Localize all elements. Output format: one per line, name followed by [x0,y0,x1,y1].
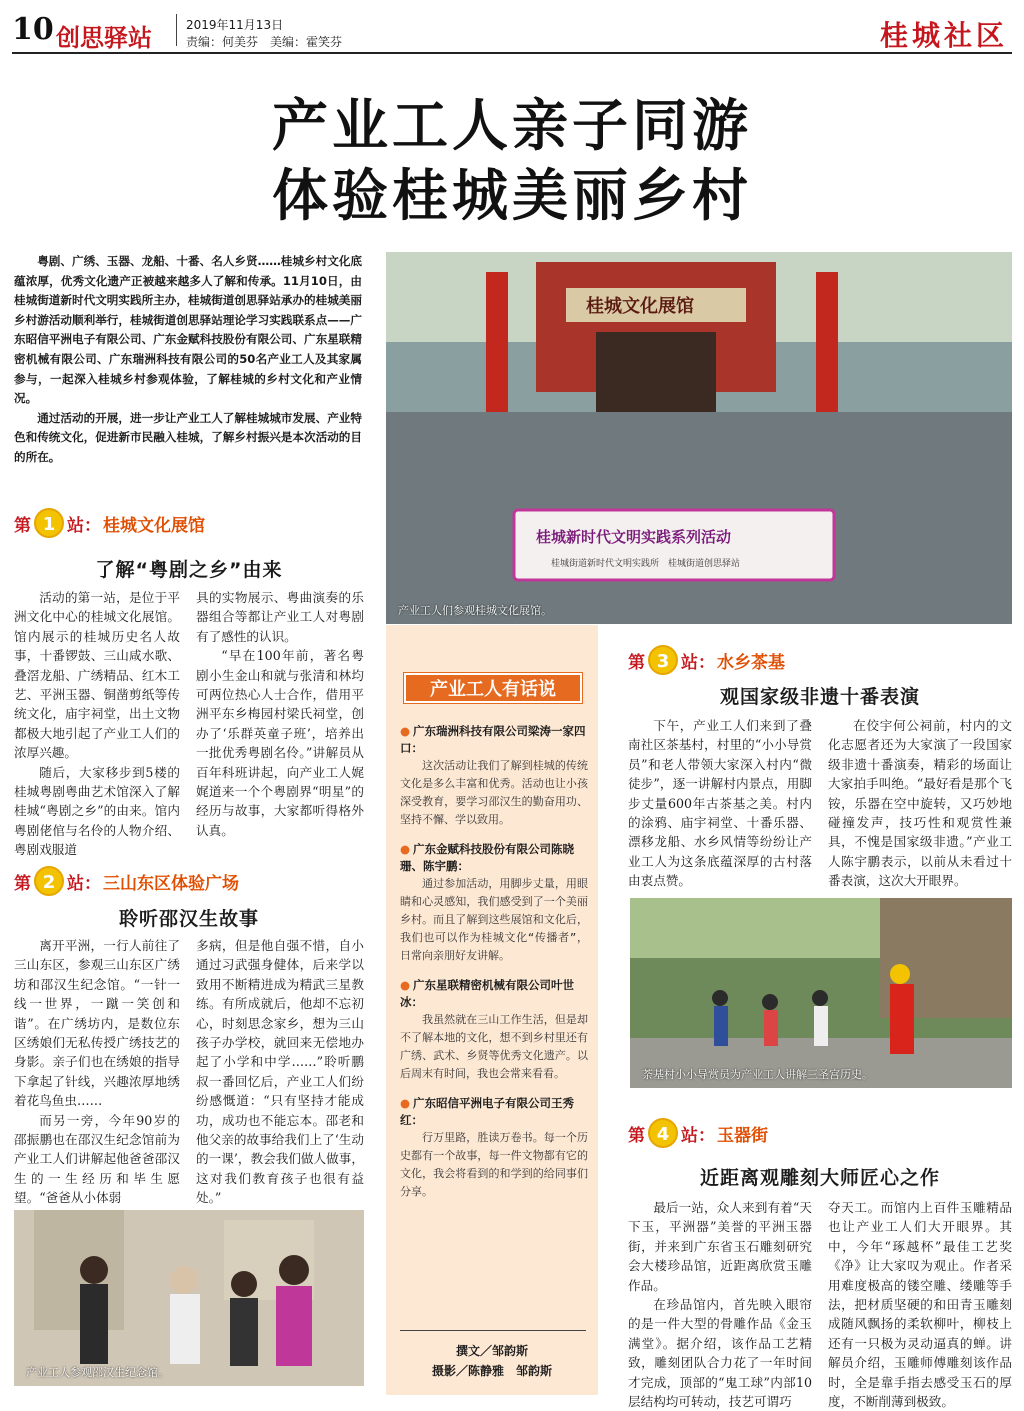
stage-1-subtitle: 了解“粤剧之乡”由来 [95,559,283,581]
stage-prefix: 第 [628,652,645,673]
stage-2-subtitle: 聆听邵汉生故事 [118,908,259,930]
photo-caption: 产业工人参观邵汉生纪念馆。 [26,1366,169,1379]
intro-text [14,252,362,468]
stage-suffix: 站： [67,873,101,894]
body-paragraph: 下午，产业工人们来到了叠南社区茶基村，村里的“小小导赏员”和老人带领大家深入村内“微徒步”，逐一讲解村内景点，用脚步丈量600年古茶基之美。村内的涂鸦、庙宇祠堂、十番乐器、漂移龙船、水乡风情等纷纷让产业工人为这条底蕴深厚的古村落由衷点赞。 [628,718,812,889]
stage-4-column-2 [828,1198,1012,1411]
body-paragraph: 最后一站，众人来到有着“天下玉，平洲器”美誉的平洲玉器街，并来到广东省玉石雕刻研究会大楼珍品馆，近距离欣赏玉雕作品。 [628,1200,812,1293]
article-credits [386,1341,598,1381]
comment-author: ● 广东星联精密机械有限公司叶世冰： [400,977,588,1011]
intro-paragraph: 通过活动的开展，进一步让产业工人了解桂城城市发展、产业特色和传统文化，促进新市民融入桂城，了解乡村振兴是本次活动的目的所在。 [14,410,362,464]
stage-number-badge: 1 [34,508,64,538]
credits-rule [400,1330,586,1331]
stage-name: 玉器街 [717,1125,768,1146]
stage-suffix: 站： [67,515,101,536]
stage-3-photo [630,898,1012,1088]
main-photo [386,252,1012,624]
stage-4-label [628,1118,768,1148]
stage-1-column-2 [196,588,364,840]
comment-quote: 我虽然就在三山工作生活，但是却不了解本地的文化，想不到乡村里还有广绣、武术、乡贤等优秀文化遗产。以后周末有时间，我也会常来看看。 [400,1013,588,1080]
stage-prefix: 第 [628,1125,645,1146]
stage-3-label [628,645,785,675]
stage-2-column-2 [196,936,364,1208]
body-paragraph: 具的实物展示、粤曲演奏的乐器组合等都让产业工人对粤剧有了感性的认识。 [196,590,364,644]
body-paragraph: 随后，大家移步到5楼的桂城粤剧粤曲艺术馆深入了解桂城“粤剧之乡”的由来。馆内粤剧佬倌与名伶的人物介绍、粤剧戏服道 [14,764,180,858]
main-photo-illustration [386,252,1012,624]
comment-quote: 这次活动让我们了解到桂城的传统文化是多么丰富和优秀。活动也让小孩深受教育，要学习邵汉生的勤奋用功、坚持不懈、学以致用。 [400,759,588,826]
stage-3-subtitle: 观国家级非遗十番表演 [719,686,920,708]
body-paragraph: 在佼宇何公祠前，村内的文化志愿者还为大家演了一段国家级非遗十番演奏，精彩的场面让大家拍手叫绝。“最好看是那个飞铵，乐器在空中旋转，又巧妙地碰撞发声，技巧性和观赏性兼具，不愧是国家级非遗。”产业工人陈宇鹏表示，以前从未看过十番表演，这次大开眼界。 [828,718,1012,889]
photo-credit: 摄影／陈静雅 邹韵斯 [431,1364,552,1378]
stage-name: 水乡茶基 [717,652,785,673]
comment-quote: 行万里路，胜读万卷书。每一个历史都有一个故事，每一件文物都有它的文化，我会将看到的和学到的给同事们分享。 [400,1131,588,1198]
stage-suffix: 站： [681,652,715,673]
worker-comments-list [400,723,588,1213]
stage-1-column-1 [14,588,180,860]
issue-date: 2019年11月13日 [186,18,284,32]
comment-author: ● 广东昭信平洲电子有限公司王秀红： [400,1095,588,1129]
worker-comments-box [386,625,598,1395]
comment-item [400,1095,588,1201]
stage-3-column-1 [628,716,812,891]
body-paragraph: 多病，但是他自强不惜，自小通过习武强身健体，后来学以致用不断精进成为精武三星教练。有所成就后，他却不忘初心，时刻思念家乡，想为三山孩子办学校，就回来无偿地办起了小学和中学……”聆听鹏叔一番回忆后，产业工人们纷纷感慨道：“只有坚持才能成功，成功也不能忘本。邵老和他父亲的故事给我们上了‘生动的一课’，教会我们做人做事，这对我们教育孩子也很有益处。” [196,938,364,1206]
comment-author: ● 广东瑞洲科技有限公司梁涛一家四口： [400,723,588,757]
comment-author: ● 广东金赋科技股份有限公司陈晓珊、陈宇鹏： [400,841,588,875]
comment-item [400,977,588,1083]
stage-number-badge: 3 [648,645,678,675]
stage-number-badge: 2 [34,866,64,896]
stage-2-label [14,866,239,896]
section-name: 创思驿站 [56,23,152,52]
masthead-title: 桂城社区 [879,19,1008,52]
stage-2-photo [14,1210,364,1386]
body-paragraph: 离开平洲，一行人前往了三山东区，参观三山东区广绣坊和邵汉生纪念馆。“一针一线一世界，一蹴一笑创和谐”。在广绣坊内，是数位东区绣娘们无私传授广绣技艺的身影。亲子们也在绣娘的指导下拿起了针线，兴趣浓厚地绣着花鸟鱼虫…… [14,938,180,1109]
photo-caption: 荼基村小小导赏员为产业工人讲解三圣宫历史。 [642,1068,873,1081]
stage-4-subtitle: 近距离观雕刻大师匠心之作 [699,1167,940,1189]
comment-item [400,841,588,965]
page-number: 10 [12,12,54,47]
stage-name: 三山东区体验广场 [103,873,239,894]
stage-1-label [14,508,205,538]
photo-caption: 产业工人们参观桂城文化展馆。 [398,604,552,617]
header-divider [176,14,177,46]
body-paragraph: 夺天工。而馆内上百件玉雕精品也让产业工人们大开眼界。其中，今年“琢越杯”最佳工艺奖《净》让大家叹为观止。作者采用难度极高的镂空雕、缕雕等手法，把材质坚硬的和田青玉雕刻成随风飘扬的柔软柳叶，柳枝上还有一只极为灵动逼真的蝉。讲解员介绍，玉雕师傅雕刻该作品时，全是靠手指去感受玉石的厚度，不断削薄到极致。 [828,1200,1012,1410]
body-paragraph: 而另一旁，今年90岁的邵振鹏也在邵汉生纪念馆前为产业工人们讲解起他爸爸邵汉生的一生经历和毕生愿望。“爸爸从小体弱 [14,1112,180,1206]
stage-3-column-2 [828,716,1012,891]
body-paragraph: 在珍品馆内，首先映入眼帘的是一件大型的骨雕作品《金玉满堂》。据介绍，该作品工艺精致，雕刻团队合力花了一年时间才完成，顶部的“鬼工球”内部10层结构均可转动，技艺可谓巧 [628,1297,812,1410]
worker-comments-title: 产业工人有话说 [404,673,582,703]
intro-paragraph: 粤剧、广绣、玉器、龙船、十番、名人乡贤……桂城乡村文化底蕴浓厚，优秀文化遗产正被越来越多人了解和传承。11月10日，由桂城街道新时代文明实践所主办，桂城街道创思驿站承办的桂城美丽乡村游活动顺利举行，桂城街道创思驿站理论学习实践联系点——广东昭信平洲电子有限公司、广东金赋科技股份有限公司、广东星联精密机械有限公司、广东瑞洲科技有限公司的50名产业工人及其家属参与，一起深入桂城乡村参观体验，了解桂城的乡村文化和产业情况。 [14,254,362,406]
stage-4-column-1 [628,1198,812,1411]
body-paragraph: 活动的第一站，是位于平洲文化中心的桂城文化展馆。馆内展示的桂城历史名人故事，十番锣鼓、三山咸水歌、叠滘龙船、广绣精品、红木工艺、平洲玉器、铜凿剪纸等传统文化，庙宇祠堂，出土文物都极大地引起了产业工人们的浓厚兴趣。 [14,590,180,761]
stage-suffix: 站： [681,1125,715,1146]
banner-subtext: 桂城街道新时代文明实践所 桂城街道创思驿站 [551,559,741,569]
stage-name: 桂城文化展馆 [103,515,205,536]
writer-credit: 撰文／邹韵斯 [455,1344,528,1358]
stage-3-photo-illustration [630,898,1012,1088]
banner-text: 桂城新时代文明实践系列活动 [536,528,732,546]
stage-prefix: 第 [14,873,31,894]
comment-quote: 通过参加活动，用脚步丈量，用眼睛和心灵感知，我们感受到了一个美丽乡村。而且了解到这些展馆和文化后，我们也可以作为桂城文化“传播者”，日常向亲朋好友讲解。 [400,877,588,962]
headline-line-1: 产业工人亲子同游 [272,93,752,159]
stage-prefix: 第 [14,515,31,536]
comment-item [400,723,588,829]
stage-2-photo-illustration [14,1210,364,1386]
editors-line: 责编：何美芬 美编：霍笑芬 [186,35,343,49]
headline-line-2: 体验桂城美丽乡村 [272,163,752,229]
stage-2-column-1 [14,936,180,1208]
museum-sign-text: 桂城文化展馆 [586,296,694,317]
stage-number-badge: 4 [648,1118,678,1148]
header-rule [12,52,1012,54]
body-paragraph: “早在100年前，著名粤剧小生金山和就与张清和林均可两位热心人士合作，借用平洲平东乡梅园村梁氏祠堂，创办了‘乐群英童子班’，培养出一批优秀粤剧名伶。”讲解员从百年科班讲起，向产业工人娓娓道来一个个粤剧界“明星”的经历与故事，大家都听得格外认真。 [196,648,364,838]
